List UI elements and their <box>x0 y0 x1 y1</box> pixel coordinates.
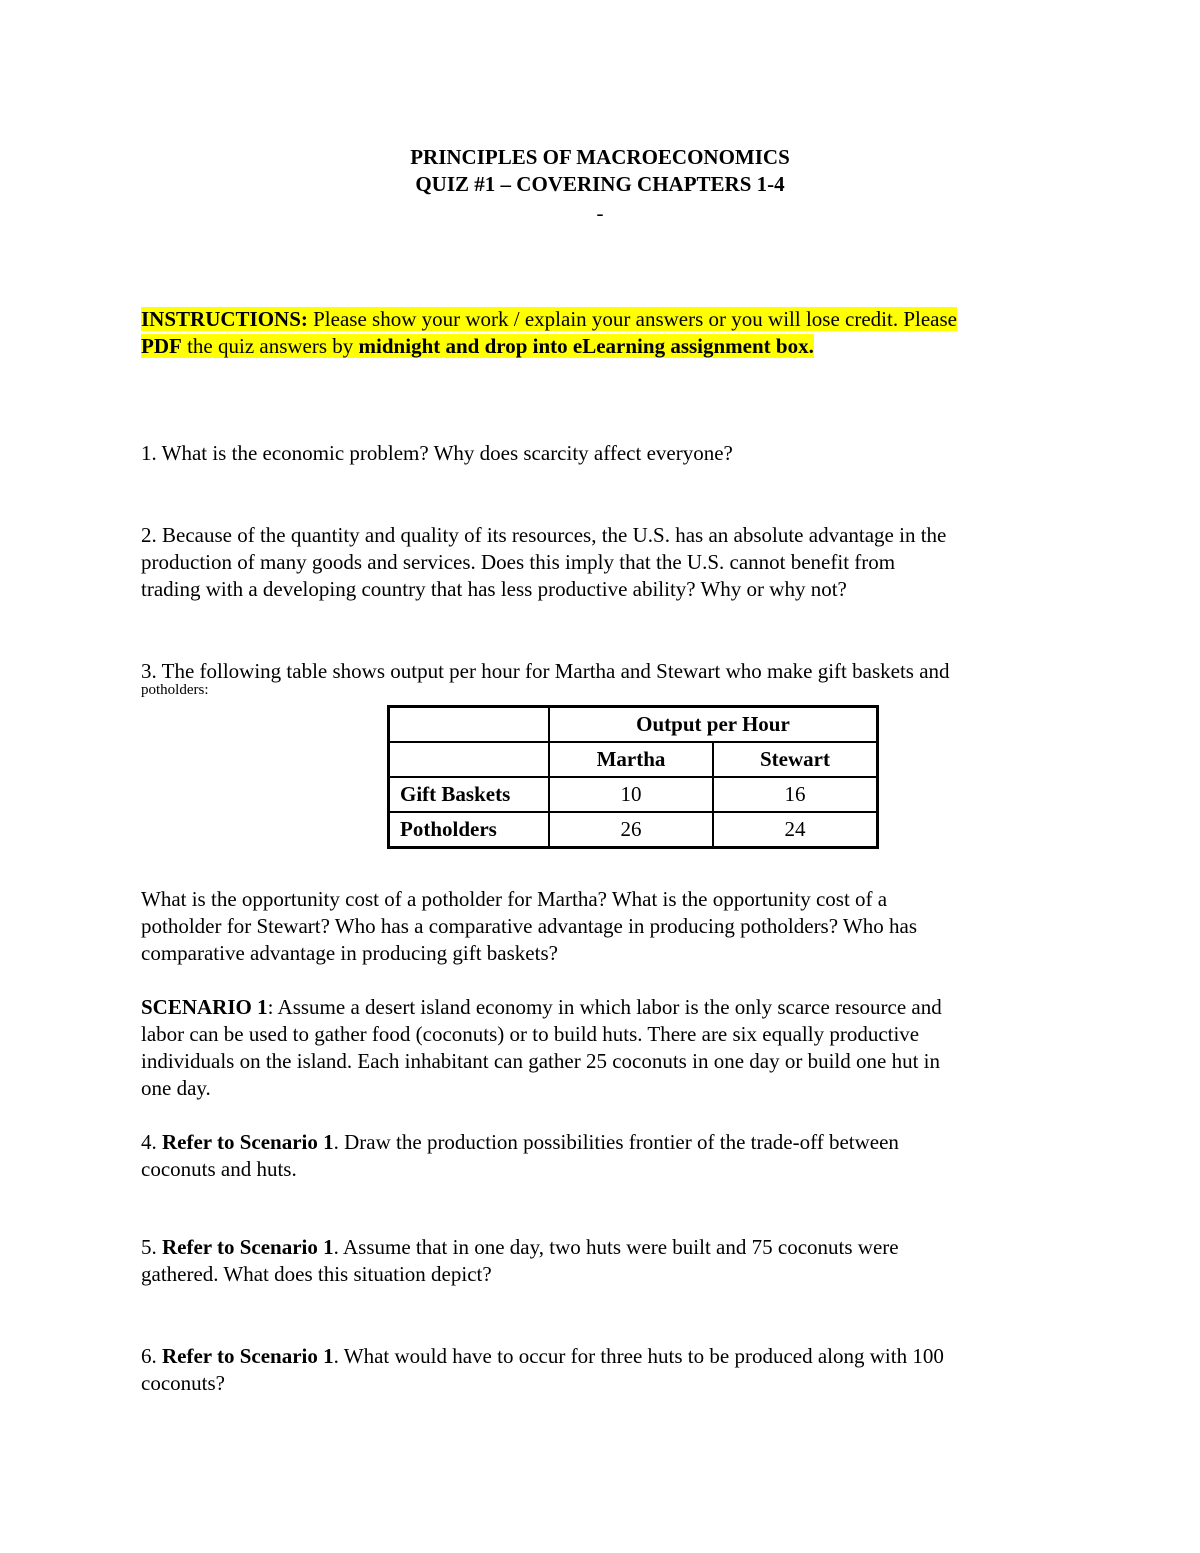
question-2-line: 2. Because of the quantity and quality of its resources, the U.S. has an absolute advantage in the <box>141 523 947 547</box>
instructions-text-2: the quiz answers by <box>181 334 359 358</box>
question-1: 1. What is the economic problem? Why does scarcity affect everyone? <box>141 441 733 465</box>
question-4-line: coconuts and huts. <box>141 1157 297 1181</box>
question-3-followup-line: comparative advantage in producing gift baskets? <box>141 941 558 965</box>
question-3-followup-line: What is the opportunity cost of a potholder for Martha? What is the opportunity cost of a <box>141 887 888 911</box>
scenario-reference: Refer to Scenario 1 <box>162 1130 334 1154</box>
question-6 <box>141 1343 1061 1397</box>
output-table <box>387 705 879 849</box>
instructions-deadline: midnight and drop into eLearning assignment box. <box>358 334 814 358</box>
question-number: 4. <box>141 1130 162 1154</box>
question-2-line: production of many goods and services. Does this imply that the U.S. cannot benefit from <box>141 550 896 574</box>
question-4-line: . Draw the production possibilities frontier of the trade-off between <box>333 1130 899 1154</box>
question-3-line: 3. The following table shows output per hour for Martha and Stewart who make gift baskets and <box>141 659 950 683</box>
question-number: 5. <box>141 1235 162 1259</box>
question-3-followup <box>141 886 1061 967</box>
table-row <box>389 777 878 812</box>
instructions-label: INSTRUCTIONS: <box>141 307 308 331</box>
course-title: PRINCIPLES OF MACROECONOMICS <box>410 145 790 169</box>
table-cell-empty <box>389 707 550 743</box>
question-3-line: potholders: <box>141 682 209 698</box>
table-cell-empty <box>389 742 550 777</box>
title-dash: - <box>596 201 604 225</box>
scenario-line: : Assume a desert island economy in which labor is the only scarce resource and <box>267 995 942 1019</box>
instructions-pdf: PDF <box>141 334 182 358</box>
table-header-martha: Martha <box>549 742 713 777</box>
question-2 <box>141 522 1061 603</box>
scenario-line: one day. <box>141 1076 211 1100</box>
table-cell: 24 <box>713 812 878 848</box>
question-2-line: trading with a developing country that has less productive ability? Why or why not? <box>141 577 847 601</box>
question-4 <box>141 1129 1061 1183</box>
scenario-reference: Refer to Scenario 1 <box>162 1235 334 1259</box>
table-header-stewart: Stewart <box>713 742 878 777</box>
scenario-reference: Refer to Scenario 1 <box>162 1344 334 1368</box>
instructions-text-1: Please show your work / explain your answers or you will lose credit. Please <box>307 307 957 331</box>
instructions <box>141 306 1061 360</box>
quiz-title: QUIZ #1 – COVERING CHAPTERS 1-4 <box>415 172 785 196</box>
question-5 <box>141 1234 1061 1288</box>
question-3-followup-line: potholder for Stewart? Who has a comparative advantage in producing potholders? Who has <box>141 914 917 938</box>
scenario-label: SCENARIO 1 <box>141 995 268 1019</box>
table-row-label: Gift Baskets <box>389 777 550 812</box>
table-cell: 10 <box>549 777 713 812</box>
question-6-line: . What would have to occur for three huts to be produced along with 100 <box>333 1344 944 1368</box>
question-6-line: coconuts? <box>141 1371 225 1395</box>
scenario-1 <box>141 994 1061 1102</box>
table-header-output: Output per Hour <box>549 707 878 743</box>
question-number: 6. <box>141 1344 162 1368</box>
table-cell: 16 <box>713 777 878 812</box>
scenario-line: labor can be used to gather food (coconuts) or to build huts. There are six equally productive <box>141 1022 920 1046</box>
question-5-line: . Assume that in one day, two huts were built and 75 coconuts were <box>333 1235 899 1259</box>
table-row-label: Potholders <box>389 812 550 848</box>
scenario-line: individuals on the island. Each inhabitant can gather 25 coconuts in one day or build one hut in <box>141 1049 940 1073</box>
table-row <box>389 742 878 777</box>
question-3 <box>141 658 1061 699</box>
table-cell: 26 <box>549 812 713 848</box>
table-row <box>389 707 878 743</box>
table-row <box>389 812 878 848</box>
question-5-line: gathered. What does this situation depict? <box>141 1262 492 1286</box>
